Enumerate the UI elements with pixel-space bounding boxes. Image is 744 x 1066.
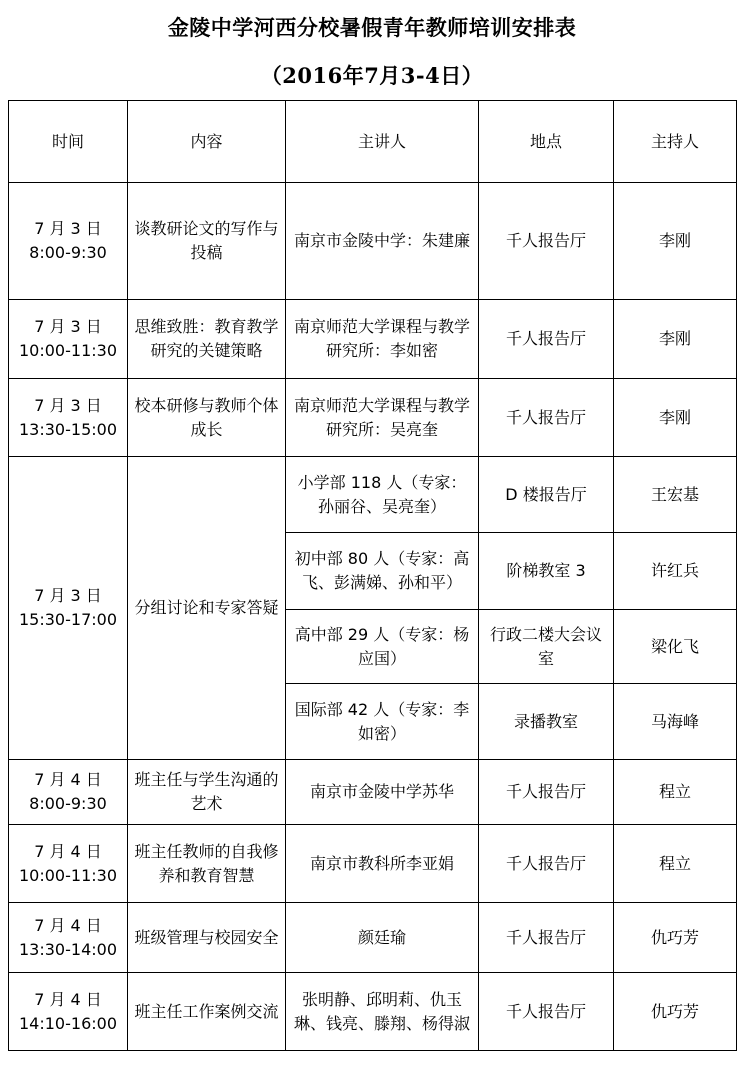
session-time: 13:30-14:00 — [19, 939, 117, 959]
table-row — [9, 457, 737, 533]
location-cell: D 楼报告厅 — [479, 457, 614, 533]
host-cell: 王宏基 — [614, 457, 737, 533]
header-row — [9, 101, 737, 183]
location-cell: 千人报告厅 — [479, 825, 614, 903]
time-cell — [9, 825, 128, 903]
session-date: 7 月 4 日 — [34, 915, 102, 935]
location-cell: 千人报告厅 — [479, 903, 614, 973]
table-row — [9, 379, 737, 457]
location-cell: 行政二楼大会议室 — [479, 610, 614, 684]
session-time: 8:00-9:30 — [29, 243, 107, 262]
host-cell: 仇巧芳 — [614, 903, 737, 973]
content-cell: 谈教研论文的写作与投稿 — [128, 183, 286, 300]
host-cell: 程立 — [614, 825, 737, 903]
session-date: 7 月 3 日 — [34, 317, 102, 336]
content-cell: 班主任与学生沟通的艺术 — [128, 760, 286, 825]
session-date: 7 月 3 日 — [34, 395, 102, 415]
table-row — [9, 300, 737, 379]
time-cell — [9, 300, 128, 379]
content-cell: 校本研修与教师个体成长 — [128, 379, 286, 457]
header-speaker: 主讲人 — [286, 101, 479, 183]
host-cell: 仇巧芳 — [614, 973, 737, 1051]
location-cell: 千人报告厅 — [479, 760, 614, 825]
content-cell: 思维致胜：教育教学研究的关键策略 — [128, 300, 286, 379]
table-row — [9, 183, 737, 300]
location-cell: 千人报告厅 — [479, 379, 614, 457]
speaker-cell: 南京师范大学课程与教学研究所：吴亮奎 — [286, 379, 479, 457]
session-date: 7 月 3 日 — [34, 586, 102, 605]
host-cell: 梁化飞 — [614, 610, 737, 684]
document-subtitle: （2016年7月3-4日） — [260, 63, 484, 88]
document-title: 金陵中学河西分校暑假青年教师培训安排表 — [167, 15, 577, 40]
header-host: 主持人 — [614, 101, 737, 183]
speaker-cell: 小学部 118 人（专家：孙丽谷、吴亮奎） — [286, 457, 479, 533]
speaker-cell: 南京市教科所李亚娟 — [286, 825, 479, 903]
time-cell — [9, 379, 128, 457]
session-time: 13:30-15:00 — [19, 419, 117, 439]
location-cell: 千人报告厅 — [479, 183, 614, 300]
session-time: 10:00-11:30 — [19, 865, 117, 885]
location-cell: 千人报告厅 — [479, 973, 614, 1051]
table-row — [9, 903, 737, 973]
location-cell: 千人报告厅 — [479, 300, 614, 379]
session-time: 14:10-16:00 — [19, 1013, 117, 1033]
header-content: 内容 — [128, 101, 286, 183]
host-cell: 李刚 — [614, 300, 737, 379]
location-cell: 阶梯教室 3 — [479, 533, 614, 610]
table-row — [9, 760, 737, 825]
time-cell — [9, 760, 128, 825]
table-row — [9, 973, 737, 1051]
host-cell: 程立 — [614, 760, 737, 825]
session-date: 7 月 4 日 — [34, 770, 102, 789]
time-cell — [9, 457, 128, 760]
content-cell: 分组讨论和专家答疑 — [128, 457, 286, 760]
table-row — [9, 825, 737, 903]
session-date: 7 月 4 日 — [34, 841, 102, 861]
time-cell — [9, 183, 128, 300]
content-cell: 班主任工作案例交流 — [128, 973, 286, 1051]
speaker-cell: 国际部 42 人（专家：李如密） — [286, 684, 479, 760]
session-time: 10:00-11:30 — [19, 341, 117, 360]
schedule-table — [8, 100, 737, 1051]
time-cell — [9, 973, 128, 1051]
host-cell: 李刚 — [614, 183, 737, 300]
host-cell: 李刚 — [614, 379, 737, 457]
speaker-cell: 高中部 29 人（专家：杨应国） — [286, 610, 479, 684]
content-cell: 班主任教师的自我修养和教育智慧 — [128, 825, 286, 903]
speaker-cell: 南京市金陵中学苏华 — [286, 760, 479, 825]
content-cell: 班级管理与校园安全 — [128, 903, 286, 973]
time-cell — [9, 903, 128, 973]
header-time: 时间 — [9, 101, 128, 183]
session-time: 8:00-9:30 — [29, 794, 107, 813]
session-time: 15:30-17:00 — [19, 610, 117, 629]
location-cell: 录播教室 — [479, 684, 614, 760]
speaker-cell: 颜廷瑜 — [286, 903, 479, 973]
speaker-cell: 南京市金陵中学：朱建廉 — [286, 183, 479, 300]
session-date: 7 月 3 日 — [34, 219, 102, 238]
speaker-cell: 南京师范大学课程与教学研究所：李如密 — [286, 300, 479, 379]
speaker-cell: 初中部 80 人（专家：高飞、彭满娣、孙和平） — [286, 533, 479, 610]
speaker-cell: 张明静、邱明莉、仇玉琳、钱亮、滕翔、杨得淑 — [286, 973, 479, 1051]
session-date: 7 月 4 日 — [34, 989, 102, 1009]
header-location: 地点 — [479, 101, 614, 183]
host-cell: 马海峰 — [614, 684, 737, 760]
host-cell: 许红兵 — [614, 533, 737, 610]
